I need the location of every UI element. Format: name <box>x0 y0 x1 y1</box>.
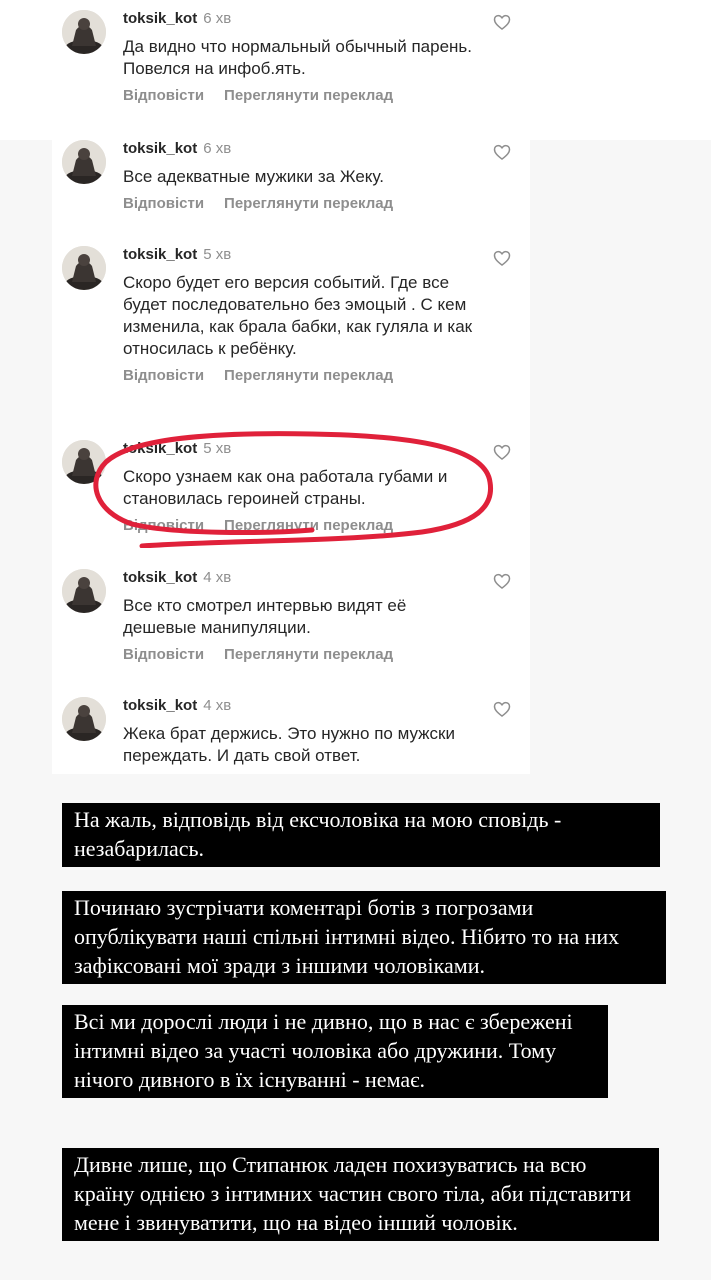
story-caption: На жаль, відповідь від ексчоловіка на мою сповідь - незабарилась. <box>62 803 660 867</box>
heart-icon[interactable] <box>492 12 512 32</box>
story-caption: Починаю зустрічати коментарі ботів з погрозами опублікувати наші спільні інтимні відео. Нібито то на них зафіксовані мої зради з іншими чоловіками. <box>62 891 666 984</box>
reply-button[interactable]: Відповісти <box>123 646 205 663</box>
comment-username[interactable]: toksik_kot <box>123 246 198 263</box>
see-translation-button[interactable]: Переглянути переклад <box>224 517 394 534</box>
comment-text: Все адекватные мужики за Жеку. <box>123 167 384 186</box>
comment-time: 6 хв <box>203 140 232 157</box>
comment-username[interactable]: toksik_kot <box>123 10 198 27</box>
comment-text: Да видно что нормальный обычный парень. Повелся на инфоб.ять. <box>123 37 473 78</box>
heart-icon[interactable] <box>492 571 512 591</box>
avatar[interactable] <box>62 246 106 290</box>
comment-time: 5 хв <box>203 246 232 263</box>
comment-text: Все кто смотрел интервью видят её дешевые манипуляции. <box>123 596 407 637</box>
comment-username[interactable]: toksik_kot <box>123 569 198 586</box>
heart-icon[interactable] <box>492 248 512 268</box>
comment-text: Скоро будет его версия событий. Где все будет последовательно без эмоцый . С кем изменила, как брала бабки, как гуляла и как относилась к ребёнку. <box>123 273 473 358</box>
see-translation-button[interactable]: Переглянути переклад <box>224 87 394 104</box>
comment-username[interactable]: toksik_kot <box>123 440 198 457</box>
avatar[interactable] <box>62 440 106 484</box>
comment-time: 4 хв <box>203 697 232 714</box>
comment-time: 5 хв <box>203 440 232 457</box>
comment-time: 4 хв <box>203 569 232 586</box>
see-translation-button[interactable]: Переглянути переклад <box>224 195 394 212</box>
comment-username[interactable]: toksik_kot <box>123 140 198 157</box>
avatar[interactable] <box>62 697 106 741</box>
heart-icon[interactable] <box>492 442 512 462</box>
story-caption: Всі ми дорослі люди і не дивно, що в нас є збережені інтимні відео за участі чоловіка або дружини. Тому нічого дивного в їх існуванні - немає. <box>62 1005 608 1098</box>
comment-username[interactable]: toksik_kot <box>123 697 198 714</box>
story-caption: Дивне лише, що Стипанюк ладен похизуватись на всю країну однією з інтимних частин свого тіла, аби підставити мене і звинуватити, що на відео інший чоловік. <box>62 1148 659 1241</box>
reply-button[interactable]: Відповісти <box>123 367 205 384</box>
comment-time: 6 хв <box>203 10 232 27</box>
heart-icon[interactable] <box>492 142 512 162</box>
comment-text: Скоро узнаем как она работала губами и становилась героиней страны. <box>123 467 448 508</box>
comment-text: Жека брат держись. Это нужно по мужски переждать. И дать свой ответ. <box>123 724 455 765</box>
avatar[interactable] <box>62 10 106 54</box>
avatar[interactable] <box>62 569 106 613</box>
reply-button[interactable]: Відповісти <box>123 87 205 104</box>
avatar[interactable] <box>62 140 106 184</box>
reply-button[interactable]: Відповісти <box>123 517 205 534</box>
heart-icon[interactable] <box>492 699 512 719</box>
see-translation-button[interactable]: Переглянути переклад <box>224 646 394 663</box>
reply-button[interactable]: Відповісти <box>123 195 205 212</box>
see-translation-button[interactable]: Переглянути переклад <box>224 367 394 384</box>
